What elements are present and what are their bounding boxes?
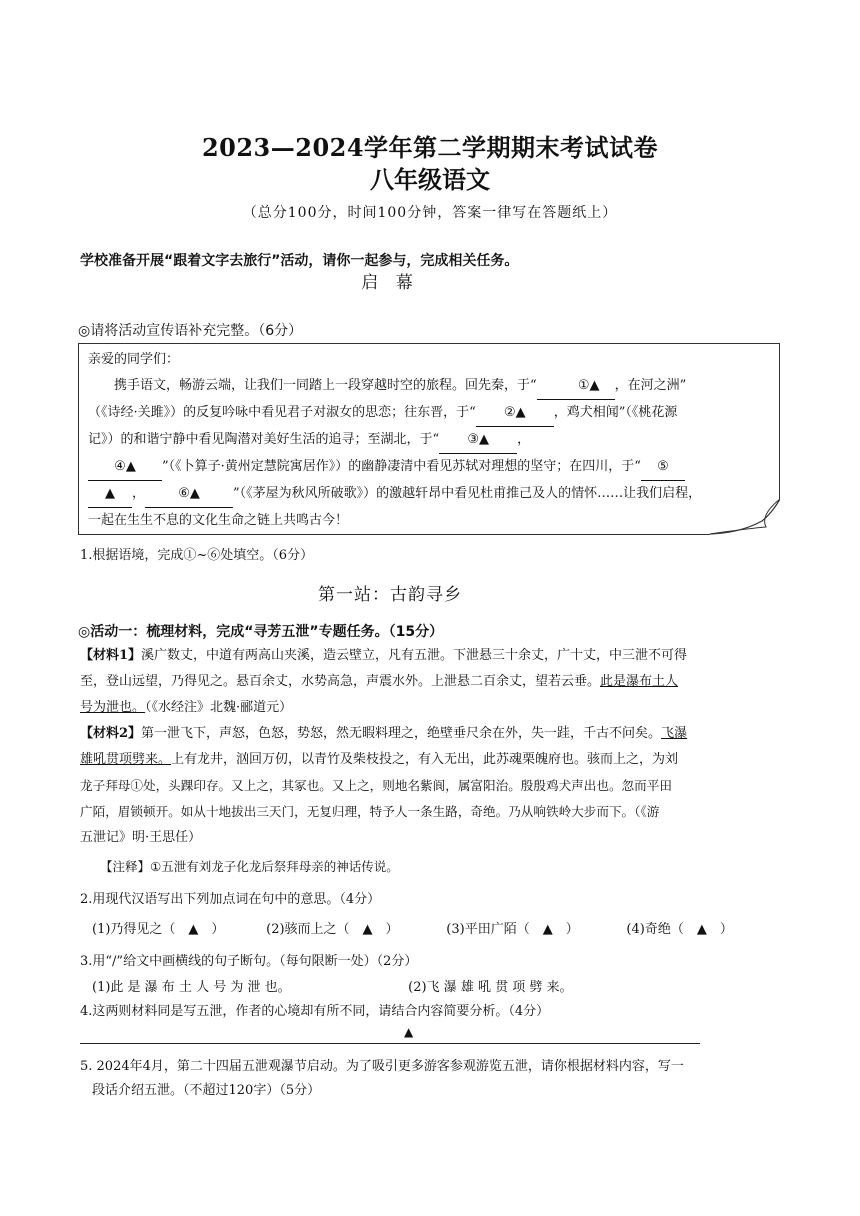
exam-title: 2023—2024学年第二学期期末考试试卷: [201, 133, 659, 162]
slogan-text: [88, 347, 778, 534]
underlined-sentence-2a: 飞瀑: [661, 726, 688, 741]
answer-mark: ▲: [404, 1025, 414, 1039]
q3-sentence-2[interactable]: (2)飞 瀑 雄 吼 贯 项 劈 来。: [408, 980, 573, 995]
slogan-line-6: 一起在生生不息的文化生命之链上共鸣古今！: [88, 513, 349, 528]
q2-item-4[interactable]: (4)奇绝（ ▲ ）: [626, 922, 733, 937]
blank-5-mark[interactable]: ▲: [88, 481, 132, 508]
slogan-line-2: （《诗经·关雎》）的反复吟咏中看见君子对淑女的思恋；往东晋，于“ ②▲ ，鸡犬相闻”（《桃花源: [88, 400, 778, 427]
question-3: 3.用“/”给文中画横线的句子断句。（每句限断一处）（2分）: [80, 954, 418, 969]
blank-4[interactable]: ④▲: [88, 454, 162, 481]
material-2: 【材料2】第一泄飞下，声怒，色怒，势怒，然无暇料理之，绝壁垂尺余在外，失一跬，千古不问矣。飞瀑 雄吼贯项劈来。上有龙井，汹回万仞，以青竹及柴枝投之，有入无出，此苏魂栗魄府也。骇而上之，为刘 龙子拜母①处，头踝印存。又上之，其冢也。又上之，则地名紫阆，属富阳治。殷殷鸡犬声出也。忽而平田 广陌，眉锁顿开。如从十地拔出三天门，无复归理，特予人一条生路，奇绝。乃从响铁岭大步而下。（《游 五泄记》明·王思任）: [80, 726, 688, 845]
blank-1[interactable]: ①▲: [537, 373, 615, 400]
question-4: 4.这两则材料同是写五泄，作者的心境却有所不同，请结合内容简要分析。（4分）: [80, 1004, 550, 1019]
question-1: 1.根据语境，完成①~⑥处填空。（6分）: [80, 548, 314, 563]
activity-1: ◎活动一：梳理材料，完成“寻芳五泄”专题任务。（15分）: [78, 624, 444, 640]
underlined-sentence-1b: 号为泄也。: [80, 700, 146, 715]
blank-5-number[interactable]: ⑤: [641, 454, 685, 481]
q2-item-3[interactable]: (3)平田广陌（ ▲ ）: [446, 922, 579, 937]
material-1: 【材料1】溪广数丈，中道有两高山夹溪，造云壁立，凡有五泄。下泄悬三十余丈，广十丈，中三泄不可得 至，登山远望，乃得见之。悬百余丈，水势高急，声震水外。上泄悬二百余丈，望若云垂。此是瀑布土人 号为泄也。（《水经注》北魏·郦道元）: [80, 648, 688, 715]
question-3-items: [92, 976, 572, 995]
exam-note: （总分100分，时间100分钟，答案一律写在答题纸上）: [242, 205, 618, 221]
answer-line[interactable]: [80, 1043, 700, 1044]
underlined-sentence-2b: 雄吼贯项劈来。: [80, 752, 172, 767]
question-2: 2.用现代汉语写出下列加点词在句中的意思。（4分）: [80, 892, 381, 907]
slogan-line-1: 携手语文，畅游云端，让我们一同踏上一段穿越时空的旅程。回先秦，于“ ①▲ ，在河之洲”: [88, 373, 778, 400]
blank-3[interactable]: ③▲: [439, 427, 517, 454]
exam-subject: 八年级语文: [370, 165, 490, 194]
annotation-note: 【注释】①五泄有刘龙子化龙后祭拜母亲的神话传说。: [100, 859, 399, 874]
question-2-items: [92, 918, 776, 937]
section-heading-open: 启 幕: [361, 273, 419, 293]
task-slogan: ◎请将活动宣传语补充完整。（6分）: [78, 323, 303, 339]
blank-6[interactable]: ⑥▲: [145, 481, 233, 508]
question-5: 5. 2024年4月，第二十四届五泄观瀑节启动。为了吸引更多游客参观游览五泄，请你根据材料内容，写一 段话介绍五泄。（不超过120字）（5分）: [80, 1059, 684, 1098]
slogan-line-3: 记》）的和谐宁静中看见陶潜对美好生活的追寻；至湖北，于“ ③▲ ，: [88, 427, 778, 454]
slogan-line-5: ▲ ， ⑥▲ ”（《茅屋为秋风所破歌》）的激越轩昂中看见杜甫推己及人的情怀……让我们启程，: [88, 481, 778, 508]
station-1-heading: 第一站：古韵寻乡: [318, 585, 462, 605]
slogan-greeting: 亲爱的同学们：: [88, 352, 180, 367]
slogan-line-4: ④▲ ”（《卜算子·黄州定慧院寓居作》）的幽静凄清中看见苏轼对理想的坚守；在四川，于“ ⑤: [88, 454, 778, 481]
q2-item-2[interactable]: (2)骇而上之（ ▲ ）: [266, 922, 399, 937]
q2-item-1[interactable]: (1)乃得见之（ ▲ ）: [92, 922, 225, 937]
blank-2[interactable]: ②▲: [476, 400, 554, 427]
q3-sentence-1[interactable]: (1)此 是 瀑 布 土 人 号 为 泄 也。: [92, 980, 291, 995]
underlined-sentence-1a: 此是瀑布土人: [600, 674, 679, 689]
intro-text: 学校准备开展“跟着文字去旅行”活动，请你一起参与，完成相关任务。: [80, 253, 519, 269]
